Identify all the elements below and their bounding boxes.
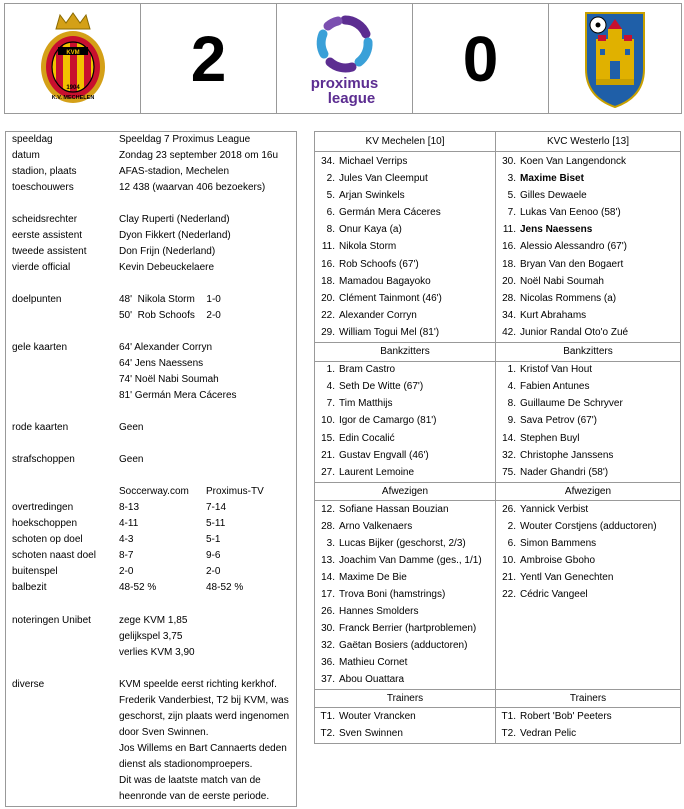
away-bench-player: 1. Kristof Van Hout [507,364,593,375]
home-bench-player: 21. Gustav Engvall (46') [321,450,429,461]
stat-value-b: 7-14 [206,502,227,513]
diverse-line: geschorst, zijn plaats werd ingenomen [119,711,290,722]
home-starter: 8. Onur Kaya (a) [326,224,402,235]
diverse-line: Jos Willems en Bart Cannaerts deden [119,743,287,754]
toeschouwers-value: 12 438 (waarvan 406 bezoekers) [119,182,266,193]
league-logo-cell [277,4,413,113]
eerste-assistent-value: Dyon Fikkert (Nederland) [119,230,231,241]
home-absent-player: 28. Arno Valkenaers [321,521,413,532]
kvc-westerlo-logo [584,9,646,109]
away-bench-player: 8. Guillaume De Schryver [507,398,623,409]
home-starter: 11. Nikola Storm [321,241,397,252]
stat-value-a: 4-11 [119,518,139,529]
tweede-assistent-value: Don Frijn (Nederland) [119,246,216,257]
stats-source-1: Soccerway.com [119,486,189,497]
tweede-assistent-label: tweede assistent [12,246,87,257]
home-score-cell [141,4,277,113]
away-absent-player: 10. Ambroise Gboho [502,555,596,566]
goal-scorer: Nikola Storm [137,294,195,305]
home-trainers-header: Trainers [386,693,424,704]
diverse-line: KVM speelde eerst richting kerkhof. [119,679,277,690]
stat-value-b: 2-0 [206,566,221,577]
goal-score: 2-0 [206,310,221,321]
away-bench-header: Bankzitters [563,346,613,357]
gele-kaarten-label: gele kaarten [12,342,68,353]
away-trainer: T2. Vedran Pelic [501,728,577,739]
odds-entry: gelijkspel 3,75 [119,631,183,642]
home-absent-player: 30. Franck Berrier (hartproblemen) [321,623,477,634]
doelpunten-label: doelpunten [12,294,62,305]
home-bench-player: 7. Tim Matthijs [326,398,393,409]
home-logo-cell [5,4,141,113]
strafschoppen-value: Geen [119,454,144,465]
home-absent-player: 36. Mathieu Cornet [321,657,408,668]
home-logo-year: 1904 [65,84,80,91]
away-score-cell [413,4,549,113]
scheidsrechter-value: Clay Ruperti (Nederland) [119,214,230,225]
goal-row [119,294,221,305]
rode-kaarten-label: rode kaarten [12,422,69,433]
away-logo-cell [549,4,681,113]
home-logo-initials: KVM [65,49,80,56]
away-bench-player: 9. Sava Petrov (67') [507,415,597,426]
eerste-assistent-label: eerste assistent [12,230,83,241]
home-starter: 22. Alexander Corryn [321,310,417,321]
home-absent-player: 14. Maxime De Bie [321,572,407,583]
vierde-official-label: vierde official [12,262,71,273]
home-starter: 18. Mamadou Bagayoko [321,276,431,287]
toeschouwers-label: toeschouwers [12,182,74,193]
noteringen-label: noteringen Unibet [12,615,91,626]
match-info-panel [5,131,297,807]
stat-label: schoten op doel [12,534,83,545]
league-logo-text-2: league [327,89,376,107]
scheidsrechter-label: scheidsrechter [12,214,78,225]
diverse-line: heenronde van de eerste periode. [119,791,270,802]
rode-kaarten-value: Geen [119,422,144,433]
home-trainer: T1. Wouter Vrancken [320,711,416,722]
away-team-header: KVC Westerlo [13] [546,136,630,147]
odds-entry: zege KVM 1,85 [119,615,188,626]
stadion-value: AFAS-stadion, Mechelen [119,166,230,177]
speeldag-label: speeldag [12,134,53,145]
stat-label: overtredingen [12,502,74,513]
away-starter: 34. Kurt Abrahams [502,310,587,321]
away-starter: 42. Junior Randal Oto'o Zué [502,327,629,338]
proximus-league-star-icon [314,12,376,74]
yellow-card-entry: 81' Germán Mera Cáceres [119,390,237,401]
diverse-line: door Sven Swinnen. [119,727,209,738]
home-absent-player: 13. Joachim Van Damme (ges., 1/1) [321,555,482,566]
lineup-table [314,131,681,744]
away-absent-player: 2. Wouter Corstjens (adductoren) [507,521,657,532]
away-starter: 30. Koen Van Langendonck [502,156,627,167]
strafschoppen-label: strafschoppen [12,454,75,465]
away-starter: 16. Alessio Alessandro (67') [502,241,627,252]
away-bench-player: 14. Stephen Buyl [502,433,580,444]
datum-label: datum [12,150,40,161]
home-bench-player: 1. Bram Castro [326,364,396,375]
datum-value: Zondag 23 september 2018 om 16u [119,150,278,161]
home-starter: 2. Jules Van Cleemput [326,173,428,184]
kv-mechelen-logo [38,11,108,107]
away-starter: 5. Gilles Dewaele [507,190,587,201]
stat-value-a: 8-13 [119,502,140,513]
yellow-card-entry: 74' Noël Nabi Soumah [119,374,219,385]
away-absent-player: 6. Simon Bammens [507,538,597,549]
row-divider [315,151,680,152]
home-starter: 5. Arjan Swinkels [326,190,405,201]
home-bench-header: Bankzitters [380,346,430,357]
away-absent-player: 22. Cédric Vangeel [502,589,588,600]
odds-entry: verlies KVM 3,90 [119,647,195,658]
home-starter: 29. William Togui Mel (81') [321,327,440,338]
stat-value-b: 9-6 [206,550,221,561]
yellow-card-entry: 64' Jens Naessens [119,358,204,369]
away-bench-player: 4. Fabien Antunes [507,381,590,392]
home-trainer: T2. Sven Swinnen [320,728,403,739]
stat-value-b: 48-52 % [206,582,244,593]
home-absent-header: Afwezigen [381,486,429,497]
home-absent-player: 17. Trova Boni (hamstrings) [321,589,446,600]
away-starter: 7. Lukas Van Eenoo (58') [507,207,621,218]
away-starter: 3. Maxime Biset [507,173,584,184]
goal-scorer: Rob Schoofs [137,310,195,321]
home-absent-player: 3. Lucas Bijker (geschorst, 2/3) [326,538,466,549]
home-bench-player: 27. Laurent Lemoine [321,467,415,478]
home-bench-player: 10. Igor de Camargo (81') [321,415,437,426]
home-logo-text: K.V. MECHELEN [51,94,94,101]
yellow-card-entry: 64' Alexander Corryn [119,342,213,353]
home-bench-player: 15. Edin Cocalić [321,433,395,444]
goal-row [119,310,221,321]
stat-value-a: 8-7 [119,550,134,561]
away-absent-player: 26. Yannick Verbist [502,504,589,515]
home-absent-player: 37. Abou Ouattara [321,674,405,685]
stat-label: hoekschoppen [12,518,78,529]
stat-label: balbezit [12,582,47,593]
match-header [4,3,682,114]
away-starter: 18. Bryan Van den Bogaert [502,259,624,270]
away-score: 0 [462,22,499,95]
goal-minute: 48' [119,294,133,305]
away-starter: 28. Nicolas Rommens (a) [502,293,617,304]
stat-label: buitenspel [12,566,58,577]
goal-score: 1-0 [206,294,221,305]
home-absent-player: 26. Hannes Smolders [321,606,419,617]
home-bench-player: 4. Seth De Witte (67') [326,381,424,392]
stat-value-a: 2-0 [119,566,134,577]
diverse-line: dienst als stadionomproepers. [119,759,253,770]
diverse-label: diverse [12,679,45,690]
home-starter: 20. Clément Tainmont (46') [321,293,442,304]
stat-label: schoten naast doel [12,550,96,561]
stadion-label: stadion, plaats [12,166,77,177]
home-absent-player: 12. Sofiane Hassan Bouzian [321,504,449,515]
home-starter: 34. Michael Verrips [321,156,408,167]
away-absent-player: 21. Yentl Van Genechten [502,572,614,583]
away-starter: 20. Noël Nabi Soumah [502,276,604,287]
away-trainer: T1. Robert 'Bob' Peeters [501,711,612,722]
home-absent-player: 32. Gaëtan Bosiers (adductoren) [321,640,468,651]
stat-value-b: 5-11 [206,518,226,529]
stat-value-b: 5-1 [206,534,221,545]
goal-minute: 50' [119,310,133,321]
home-team-header: KV Mechelen [10] [365,136,445,147]
stat-value-a: 48-52 % [119,582,157,593]
home-starter: 6. Germán Mera Cáceres [326,207,441,218]
home-score: 2 [190,22,227,95]
away-bench-player: 75. Nader Ghandri (58') [502,467,609,478]
home-starter: 16. Rob Schoofs (67') [321,259,419,270]
speeldag-value: Speeldag 7 Proximus League [119,134,251,145]
diverse-line: Dit was de laatste match van de [119,775,261,786]
stat-value-a: 4-3 [119,534,134,545]
diverse-line: Frederik Vanderbiest, T2 bij KVM, was [119,695,289,706]
league-logo-text-1: proximus [310,74,379,92]
vierde-official-value: Kevin Debeuckelaere [119,262,215,273]
away-starter: 11. Jens Naessens [502,224,593,235]
away-bench-player: 32. Christophe Janssens [502,450,614,461]
away-trainers-header: Trainers [569,693,607,704]
stats-source-2: Proximus-TV [206,486,264,497]
away-absent-header: Afwezigen [564,486,612,497]
